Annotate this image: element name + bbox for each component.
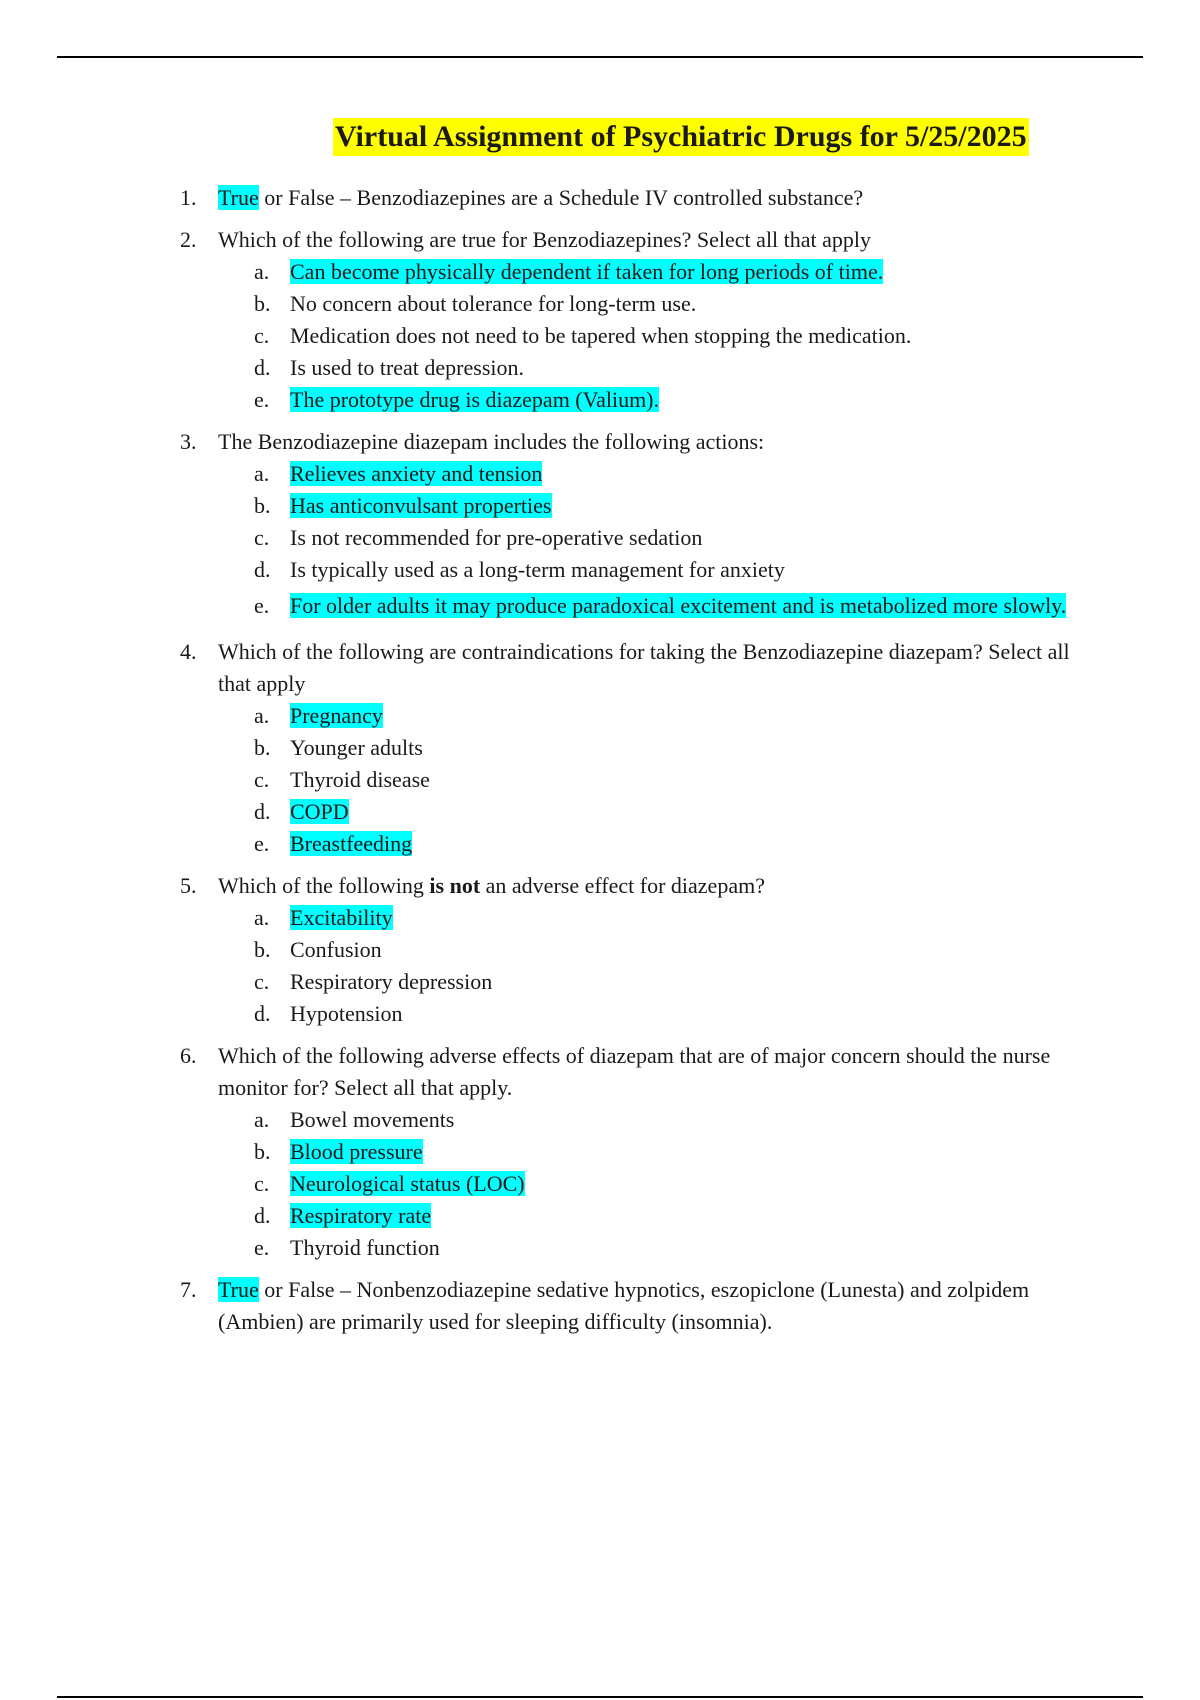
option-text: Relieves anxiety and tension [290,461,543,486]
option-list [218,1104,1080,1264]
option-text: No concern about tolerance for long-term use. [290,291,697,316]
option-letter: a. [254,461,270,486]
option-letter: d. [254,355,271,380]
option-letter: e. [254,831,270,856]
question-6 [180,1040,1080,1264]
option-text: Blood pressure [290,1139,423,1164]
question-4 [180,636,1080,860]
question-text: or False – Benzodiazepines are a Schedule IV controlled substance? [258,185,864,210]
option-text: Thyroid disease [290,767,430,792]
answer-highlight: True [218,185,259,210]
option-text: Is typically used as a long-term management for anxiety [290,557,785,582]
answer-highlight: True [218,1277,259,1302]
option-b [218,490,1080,522]
option-b [218,934,1080,966]
option-letter: b. [254,493,271,518]
option-e [218,828,1080,860]
option-a [218,256,1080,288]
option-text: Medication does not need to be tapered when stopping the medication. [290,323,912,348]
option-text: Younger adults [290,735,423,760]
bottom-rule [57,1696,1143,1698]
option-d [218,352,1080,384]
question-number: 3. [180,429,197,454]
option-text: Thyroid function [290,1235,440,1260]
option-text: Neurological status (LOC) [290,1171,525,1196]
question-text: or False – Nonbenzodiazepine sedative hypnotics, eszopiclone (Lunesta) and zolpidem (Ambien) are primarily used for sleeping difficulty (insomnia). [218,1277,1030,1334]
top-rule [57,56,1143,58]
option-letter: c. [254,767,270,792]
question-text: Which of the following are true for Benzodiazepines? Select all that apply [218,227,872,252]
option-letter: a. [254,703,270,728]
option-letter: d. [254,1203,271,1228]
question-text-start: Which of the following [218,873,430,898]
question-number: 5. [180,873,197,898]
option-e [218,384,1080,416]
option-d [218,554,1080,586]
option-a [218,700,1080,732]
option-letter: c. [254,1171,270,1196]
option-d [218,1200,1080,1232]
option-text: COPD [290,799,349,824]
option-letter: b. [254,735,271,760]
option-text: Excitability [290,905,393,930]
option-text: Breastfeeding [290,831,413,856]
option-c [218,966,1080,998]
question-text: Which of the following adverse effects of diazepam that are of major concern should the nurse monitor for? Select all that apply. [218,1043,1051,1100]
option-letter: b. [254,937,271,962]
page-title: Virtual Assignment of Psychiatric Drugs for 5/25/2025 [333,118,1029,156]
question-number: 7. [180,1277,197,1302]
option-letter: b. [254,1139,271,1164]
option-text: Confusion [290,937,382,962]
question-text: The Benzodiazepine diazepam includes the following actions: [218,429,765,454]
option-text: Has anticonvulsant properties [290,493,552,518]
option-text: Bowel movements [290,1107,455,1132]
option-d [218,796,1080,828]
option-d [218,998,1080,1030]
option-text: The prototype drug is diazepam (Valium). [290,387,660,412]
option-text: Is not recommended for pre-operative sedation [290,525,703,550]
option-list [218,458,1080,626]
question-number: 6. [180,1043,197,1068]
option-letter: d. [254,557,271,582]
option-c [218,320,1080,352]
question-text: Which of the following are contraindications for taking the Benzodiazepine diazepam? Select all that apply [218,639,1070,696]
option-letter: a. [254,259,270,284]
question-text-end: an adverse effect for diazepam? [480,873,765,898]
option-letter: a. [254,1107,270,1132]
option-text: Respiratory depression [290,969,493,994]
option-letter: b. [254,291,271,316]
option-text: Can become physically dependent if taken for long periods of time. [290,259,884,284]
option-b [218,732,1080,764]
option-a [218,902,1080,934]
question-number: 2. [180,227,197,252]
option-b [218,288,1080,320]
option-a [218,458,1080,490]
option-text: Hypotension [290,1001,403,1026]
option-letter: d. [254,1001,271,1026]
option-letter: e. [254,1235,270,1260]
option-b [218,1136,1080,1168]
question-2 [180,224,1080,416]
question-1 [180,182,1080,214]
question-7 [180,1274,1080,1338]
question-5 [180,870,1080,1030]
option-text: Is used to treat depression. [290,355,524,380]
question-number: 4. [180,639,197,664]
question-3 [180,426,1080,626]
option-text: Respiratory rate [290,1203,432,1228]
question-list [180,182,1080,1348]
option-letter: c. [254,525,270,550]
option-text: Pregnancy [290,703,383,728]
question-number: 1. [180,185,197,210]
option-letter: e. [254,593,270,618]
option-letter: c. [254,323,270,348]
option-letter: e. [254,387,270,412]
question-text [218,870,1080,902]
option-c [218,522,1080,554]
option-a [218,1104,1080,1136]
option-list [218,700,1080,860]
option-letter: d. [254,799,271,824]
option-list [218,902,1080,1030]
option-e [218,1232,1080,1264]
option-c [218,764,1080,796]
option-text: For older adults it may produce paradoxical excitement and is metabolized more slowly. [290,593,1067,618]
option-letter: a. [254,905,270,930]
option-c [218,1168,1080,1200]
question-text-emphasis: is not [429,873,481,898]
option-e [218,586,1080,626]
option-letter: c. [254,969,270,994]
option-list [218,256,1080,416]
